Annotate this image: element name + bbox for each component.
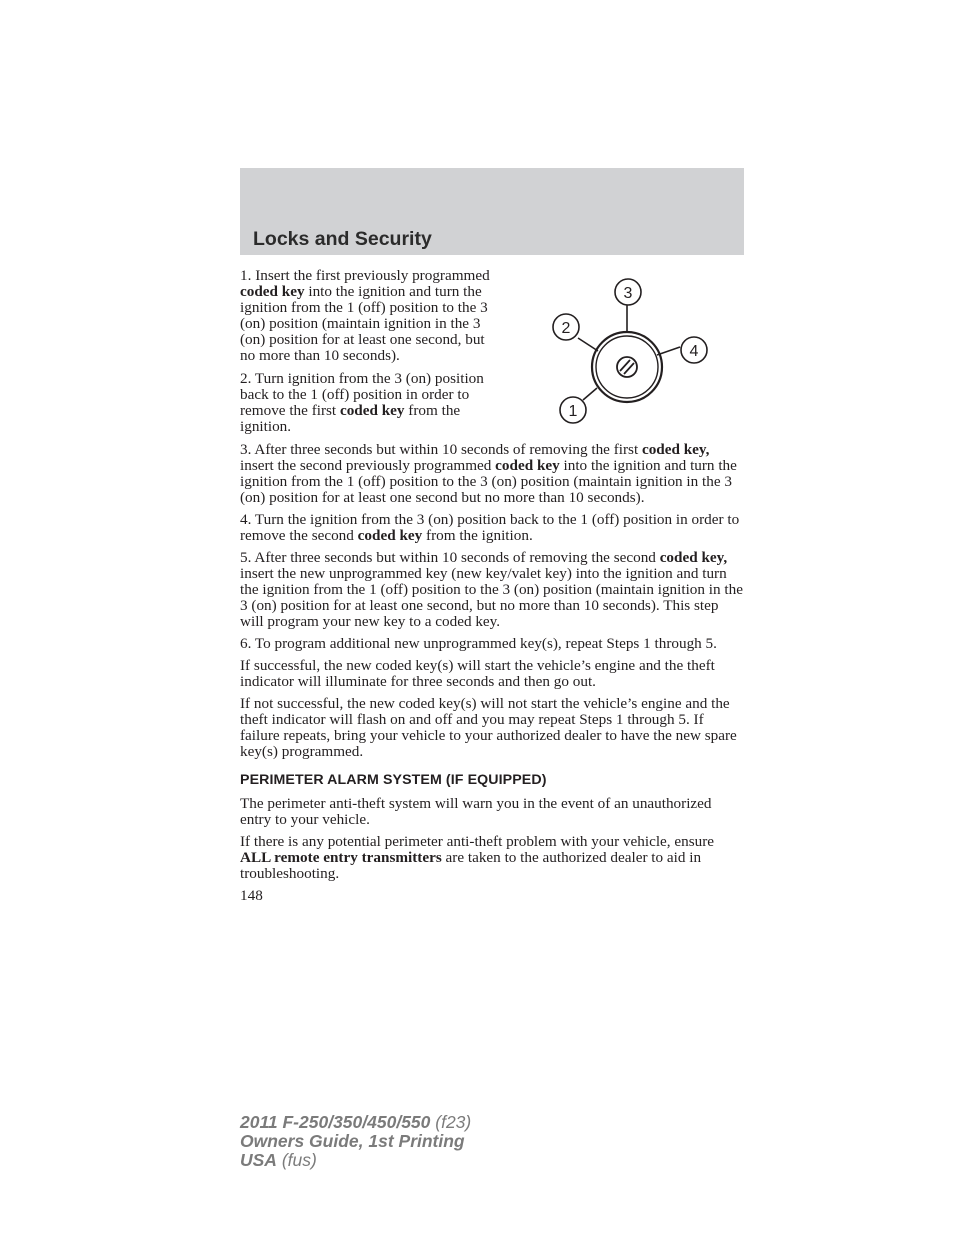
position-1-label: 1 <box>568 403 578 420</box>
section-header-band <box>240 168 744 255</box>
step-2: 2. Turn ignition from the 3 (on) position back to the 1 (off) position in order to remove the first coded key from the ignition. <box>240 370 484 435</box>
failure-paragraph: If not successful, the new coded key(s) will not start the vehicle’s engine and the theft indicator will flash on and off and you may repeat Steps 1 through 5. If failure repeats, bring your vehicle to your authorized dealer to have the new spare key(s) programmed. <box>240 695 737 760</box>
page-content <box>240 268 745 904</box>
step-5: 5. After three seconds but within 10 seconds of removing the second coded key, insert the new unprogrammed key (new key/valet key) into the ignition and turn the ignition from the 1 (off) position to the 3 (on) position (maintain ignition in the 3 (on) position for at least one second, but no more than 10 seconds). This step will program your new key to a coded key. <box>240 549 743 630</box>
page-number: 148 <box>240 887 263 904</box>
position-4-label: 4 <box>689 343 699 360</box>
perimeter-paragraph-2: If there is any potential perimeter anti-theft problem with your vehicle, ensure ALL remote entry transmitters are taken to the authorized dealer to aid in troubleshooting. <box>240 833 715 882</box>
perimeter-alarm-heading: PERIMETER ALARM SYSTEM (IF EQUIPPED) <box>240 772 547 788</box>
step-1: 1. Insert the first previously programmed coded key into the ignition and turn the ignition from the 1 (off) position to the 3 (on) position (maintain ignition in the 3 (on) position for at least one second, but no more than 10 seconds). <box>240 267 490 364</box>
success-paragraph: If successful, the new coded key(s) will start the vehicle’s engine and the theft indicator will illuminate for three seconds and then go out. <box>240 657 715 690</box>
perimeter-paragraph-1: The perimeter anti-theft system will warn you in the event of an unauthorized entry to your vehicle. <box>240 795 712 828</box>
step-3: 3. After three seconds but within 10 seconds of removing the first coded key, insert the second previously programmed coded key into the ignition and turn the ignition from the 1 (off) position to the 3 (on) position (maintain ignition in the 3 (on) position for at least one second but no more than 10 seconds). <box>240 441 737 506</box>
section-title: Locks and Security <box>253 228 432 250</box>
step-4: 4. Turn the ignition from the 3 (on) position back to the 1 (off) position in order to remove the second coded key from the ignition. <box>240 511 740 544</box>
footer-line-3: USA (fus) <box>240 1150 317 1170</box>
position-2-label: 2 <box>561 320 571 337</box>
narrow-column <box>240 268 490 435</box>
position-3-label: 3 <box>623 285 633 302</box>
footer-line-2: Owners Guide, 1st Printing <box>240 1131 465 1151</box>
footer-line-1: 2011 F-250/350/450/550 (f23) <box>240 1112 472 1132</box>
document-footer <box>240 1113 471 1170</box>
step-6: 6. To program additional new unprogrammed key(s), repeat Steps 1 through 5. <box>240 635 717 652</box>
